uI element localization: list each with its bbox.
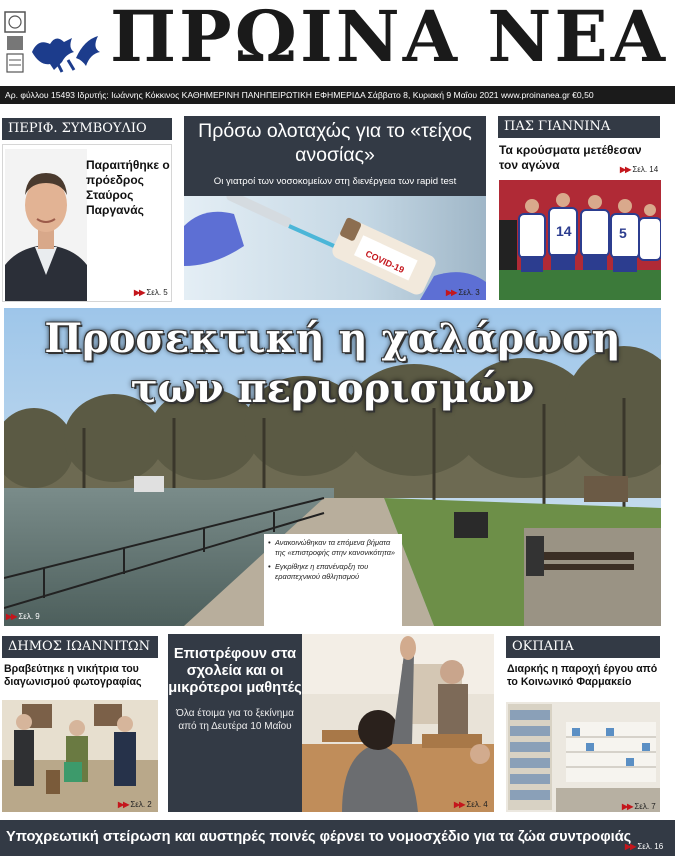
section-dimos-ioanniton[interactable]: ΔΗΜΟΣ ΙΩΑΝΝΙΤΩΝ (2, 636, 158, 658)
page-arrow-icon: ▶▶ (118, 800, 129, 809)
page-arrow-icon: ▶▶ (446, 288, 457, 297)
page-arrow-icon: ▶▶ (620, 165, 631, 174)
jersey-number: 14 (556, 223, 572, 239)
article-top-center-subhead: Οι γιατροί των νοσοκομείων στη διενέργεια των rapid test (213, 176, 457, 187)
newspaper-title[interactable]: ΠΡΩΙΝΑ ΝΕΑ (109, 0, 669, 78)
article-bottom-center-headline: Επιστρέφουν στα σχολεία και οι μικρότεροι μαθητές (168, 646, 302, 696)
article-top-left-headline[interactable]: Παραιτήθηκε ο πρόεδρος Σταύρος Παργανάς (86, 158, 170, 217)
section-perif-symvoulio[interactable]: ΠΕΡΙΦ. ΣΥΜΒΟΥΛΙΟ (2, 118, 172, 140)
article-bottom-right-headline[interactable]: Διαρκής η παροχή έργου από το Κοινωνικό Φαρμακείο (507, 663, 658, 688)
page-ref-4[interactable]: ▶▶ Σελ. 4 (454, 800, 488, 809)
section-pas-giannina[interactable]: ΠΑΣ ΓΙΑΝΝΙΝΑ (498, 116, 660, 138)
footer-headline: Υποχρεωτική στείρωση και αυστηρές ποινές φέρνει το νομοσχέδιο για τα ζώα συντροφιάς (6, 829, 632, 845)
article-bottom-center-box[interactable] (168, 634, 302, 812)
footer-headline-bar[interactable] (0, 820, 675, 856)
main-headline-line1: Προσεκτική η χαλάρωση (44, 315, 621, 362)
page-arrow-icon: ▶▶ (625, 842, 636, 851)
page-arrow-icon: ▶▶ (134, 288, 145, 297)
vaccine-photo (184, 196, 486, 300)
man-portrait-photo (5, 149, 87, 301)
emblem-icon (4, 10, 26, 76)
bullet-item: • Εγκρίθηκε η επανέναρξη του ερασιτεχνικού αθλητισμού (268, 562, 398, 582)
main-headline[interactable] (4, 314, 661, 414)
article-top-right-headline[interactable]: Τα κρούσματα μετέθεσαν τον αγώνα (499, 143, 642, 172)
main-story-bullets (264, 534, 402, 626)
jersey-number: 5 (619, 225, 627, 241)
page-ref-5[interactable]: ▶▶ Σελ. 5 (134, 288, 168, 297)
page-ref-14[interactable]: ▶▶ Σελ. 14 (620, 165, 659, 174)
award-ceremony-photo (2, 700, 158, 812)
rooster-logo-icon (28, 30, 104, 74)
page-ref-3[interactable]: ▶▶ Σελ. 3 (446, 288, 480, 297)
article-top-center-headline: Πρόσω ολοταχώς για το «τείχος ανοσίας» (198, 120, 472, 166)
page-ref-16[interactable]: ▶▶ Σελ. 16 (625, 842, 664, 851)
main-headline-line2: των περιορισμών (130, 365, 535, 412)
bullet-item: • Ανακοινώθηκαν τα επόμενα βήματα της «επιστροφής στην κανονικότητα» (268, 538, 398, 558)
article-bottom-center-subhead: Όλα έτοιμα για το ξεκίνημα από τη Δευτέρα 10 Μαΐου (176, 708, 294, 732)
football-team-photo (499, 180, 661, 300)
article-bottom-left-headline[interactable]: Βραβεύτηκε η νικήτρια του διαγωνισμού φωτογραφίας (4, 663, 142, 688)
page-ref-7[interactable]: ▶▶ Σελ. 7 (622, 802, 656, 811)
classroom-photo (302, 634, 494, 812)
article-top-center-header[interactable] (184, 116, 486, 196)
page-ref-2[interactable]: ▶▶ Σελ. 2 (118, 800, 152, 809)
page-arrow-icon: ▶▶ (622, 802, 633, 811)
issue-info-bar: Αρ. φύλλου 15493 Ιδρυτής: Ιωάννης Κόκκινος ΚΑΘΗΜΕΡΙΝΗ ΠΑΝΗΠΕΙΡΩΤΙΚΗ ΕΦΗΜΕΡΙΔΑ Σάββατο 8, Κυριακή 9 Μαΐου 2021 www.proinanea.gr €0,50 (0, 86, 675, 104)
page-arrow-icon: ▶▶ (454, 800, 465, 809)
section-okpapa[interactable]: ΟΚΠΑΠΑ (506, 636, 660, 658)
pharmacy-photo (506, 702, 660, 812)
page-arrow-icon: ▶▶ (6, 612, 17, 621)
page-ref-9[interactable]: ▶▶ Σελ. 9 (6, 612, 40, 621)
masthead (0, 0, 675, 82)
vial-label: COVID-19 (363, 248, 406, 276)
